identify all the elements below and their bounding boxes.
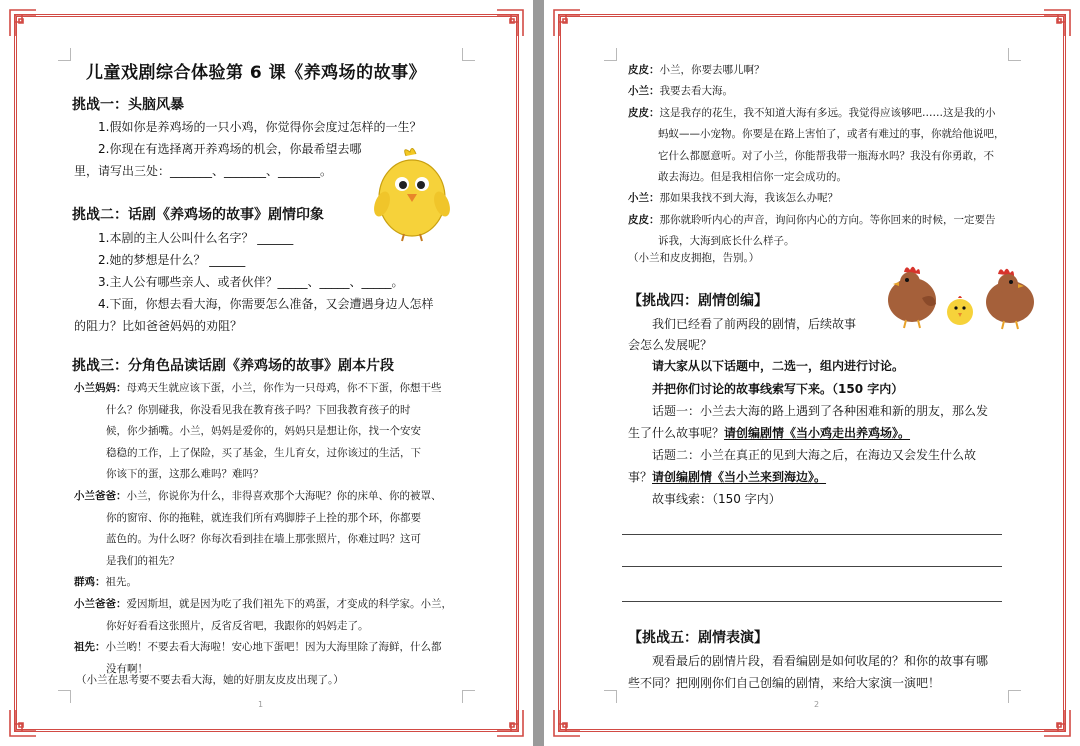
dialogue-line <box>628 190 838 205</box>
dialogue-line <box>106 402 411 417</box>
crop-mark <box>1008 48 1021 61</box>
dialogue-text: 你的窗帘、你的拖鞋，就连我们所有鸡脚脖子上拴的那个环，你都要 <box>106 511 421 524</box>
dialogue-line <box>658 169 847 184</box>
challenge2-question-1: 1.本剧的主人公叫什么名字？ ______ <box>98 231 294 245</box>
page-number: 2 <box>814 700 820 709</box>
document-page-2 <box>544 0 1080 746</box>
crop-mark <box>462 48 475 61</box>
topic-2: 话题二：小兰在真正的见到大海之后，在海边又会发生什么故 <box>652 448 977 462</box>
dialogue-text: 小兰，你要去哪儿啊？ <box>659 64 765 76</box>
dialogue-line <box>106 531 421 546</box>
crop-mark <box>462 690 475 703</box>
topic-1-task: 请创编剧情《当小鸡走出养鸡场》。 <box>724 426 911 440</box>
challenge1-question-2: 2.你现在有选择离开养鸡场的机会，你最希望去哪 <box>98 142 362 156</box>
challenge2-question-2: 2.她的梦想是什么？ ______ <box>98 253 246 267</box>
challenge5-text: 观看最后的剧情片段，看看编剧是如何收尾的？和你的故事有哪 <box>652 654 989 668</box>
document-page-1 <box>0 0 533 746</box>
dialogue-text: 蚂蚁——小宠物。你要是在路上害怕了，或者有难过的事，你就给他说吧， <box>658 128 1005 141</box>
speaker-name: 小兰： <box>628 192 660 205</box>
crop-mark <box>58 48 71 61</box>
writing-line[interactable] <box>622 566 1002 567</box>
dialogue-line <box>106 553 180 568</box>
speaker-name: 群鸡： <box>74 576 106 589</box>
dialogue-text: 祖先。 <box>105 576 137 589</box>
dialogue-line <box>74 574 137 589</box>
stage-direction: （小兰在思考要不要去看大海，她的好朋友皮皮出现了。） <box>76 674 344 686</box>
dialogue-text: 小兰，你说你为什么，非得喜欢那个大海呢？你的床单、你的被罩、 <box>126 490 442 502</box>
dialogue-line <box>106 445 421 460</box>
dialogue-line <box>628 62 765 77</box>
dialogue-text: 蓝色的。为什么呀？你每次看到挂在墙上那张照片，你难过吗？这可 <box>106 533 421 546</box>
dialogue-line <box>658 148 994 163</box>
challenge1-heading: 挑战一：头脑风暴 <box>72 97 184 113</box>
dialogue-line <box>106 423 421 438</box>
dialogue-line <box>74 380 442 395</box>
corner-ornament-icon <box>8 8 38 38</box>
dialogue-text: 你该下的蛋，这那么难吗？难吗？ <box>106 468 264 481</box>
challenge2-question-3: 3.主人公有哪些亲人、或者伙伴？_____、_____、_____。 <box>98 275 404 289</box>
corner-ornament-icon <box>495 708 525 738</box>
dialogue-line <box>658 126 1005 141</box>
challenge1-question-2-cont: 里，请写出三处：_______、_______、_______。 <box>74 164 333 178</box>
topic-1: 话题一：小兰去大海的路上遇到了各种困难和新的朋友，那么发 <box>652 404 989 418</box>
corner-ornament-icon <box>552 8 582 38</box>
dialogue-text: 稳稳的工作，上了保险，买了基金，生儿育女，过你该过的生活，下 <box>106 446 421 459</box>
challenge4-heading: 【挑战四：剧情创编】 <box>628 293 768 309</box>
yellow-chick-illustration <box>372 146 452 242</box>
dialogue-line <box>658 233 795 248</box>
speaker-name: 小兰： <box>628 85 660 98</box>
dialogue-text: 你好好看看这张照片，反省反省吧，我跟你的妈妈走了。 <box>106 619 369 632</box>
page-title: 儿童戏剧综合体验第 6 课《养鸡场的故事》 <box>86 63 427 83</box>
challenge5-text-cont: 些不同？把刚刚你们自己创编的剧情，来给大家演一演吧！ <box>628 676 941 690</box>
dialogue-text: 这是我存的花生，我不知道大海有多远。我觉得应该够吧……这是我的小 <box>659 106 996 119</box>
dialogue-text: 母鸡天生就应该下蛋，小兰，你作为一只母鸡，你不下蛋，你想干些 <box>126 382 442 394</box>
dialogue-line <box>74 639 442 654</box>
dialogue-line <box>74 488 442 503</box>
dialogue-text: 候，你少插嘴。小兰，妈妈是爱你的，妈妈只是想让你，找一个安安 <box>106 425 421 438</box>
corner-ornament-icon <box>1042 708 1072 738</box>
dialogue-line <box>106 466 264 481</box>
corner-ornament-icon <box>1042 8 1072 38</box>
speaker-name: 皮皮： <box>628 64 660 76</box>
dialogue-text: 是我们的祖先？ <box>106 554 180 567</box>
dialogue-line <box>628 105 996 120</box>
challenge1-question-1: 1.假如你是养鸡场的一只小鸡，你觉得你会度过怎样的一生？ <box>98 120 422 134</box>
corner-ornament-icon <box>495 8 525 38</box>
story-clue-label: 故事线索：（150 字内） <box>652 492 781 506</box>
writing-line[interactable] <box>622 601 1002 602</box>
crop-mark <box>58 690 71 703</box>
challenge3-heading: 挑战三：分角色品读话剧《养鸡场的故事》剧本片段 <box>72 358 394 374</box>
dialogue-line <box>106 618 369 633</box>
speaker-name: 小兰爸爸： <box>74 598 127 610</box>
dialogue-text: 没有啊！ <box>106 662 148 675</box>
dialogue-text: 那如果我找不到大海，我该怎么办呢？ <box>659 192 838 205</box>
dialogue-text: 敢去海边。但是我相信你一定会成功的。 <box>658 171 847 183</box>
speaker-name: 小兰妈妈： <box>74 382 127 394</box>
challenge4-intro: 我们已经看了前两段的剧情，后续故事 <box>652 317 857 331</box>
crop-mark <box>604 690 617 703</box>
writing-line[interactable] <box>622 534 1002 535</box>
speaker-name: 皮皮： <box>628 213 660 226</box>
topic-1-cont: 生了什么故事呢？请创编剧情《当小鸡走出养鸡场》。 <box>628 426 911 440</box>
dialogue-text: 爱因斯坦，就是因为吃了我们祖先下的鸡蛋，才变成的科学家。小兰， <box>126 598 452 610</box>
dialogue-text: 那你就聆听内心的声音，询问你内心的方向。等你回来的时候，一定要告 <box>659 213 996 226</box>
challenge5-heading: 【挑战五：剧情表演】 <box>628 630 768 646</box>
dialogue-text: 它什么都愿意听。对了小兰，你能帮我带一瓶海水吗？我没有你勇敢，不 <box>658 149 994 162</box>
challenge2-question-4-cont: 的阻力？比如爸爸妈妈的劝阻？ <box>74 319 243 333</box>
topic-2-task: 请创编剧情《当小兰来到海边》。 <box>652 470 827 484</box>
challenge4-instruction-2: 并把你们讨论的故事线索写下来。（150 字内） <box>652 382 904 396</box>
page-number: 1 <box>258 700 264 709</box>
crop-mark <box>1008 690 1021 703</box>
corner-ornament-icon <box>552 708 582 738</box>
challenge2-heading: 挑战二：话剧《养鸡场的故事》剧情印象 <box>72 207 324 223</box>
stage-direction: （小兰和皮皮拥抱，告别。） <box>628 252 760 264</box>
dialogue-text: 我要去看大海。 <box>659 85 733 98</box>
corner-ornament-icon <box>8 708 38 738</box>
topic-2-cont: 事？请创编剧情《当小兰来到海边》。 <box>628 470 827 484</box>
dialogue-text: 诉我，大海到底长什么样子。 <box>658 235 795 248</box>
challenge2-question-4: 4.下面，你想去看大海，你需要怎么准备，又会遭遇身边人怎样 <box>98 297 434 311</box>
hen-family-illustration <box>882 258 1038 330</box>
dialogue-text: 什么？你别碰我，你没看见我在教育孩子吗？下回我教育孩子的时 <box>106 403 411 416</box>
challenge4-intro-cont: 会怎么发展呢？ <box>628 338 713 352</box>
dialogue-line <box>628 83 733 98</box>
speaker-name: 小兰爸爸： <box>74 490 127 502</box>
dialogue-line <box>74 596 452 611</box>
crop-mark <box>604 48 617 61</box>
dialogue-line <box>106 510 421 525</box>
speaker-name: 祖先： <box>74 641 106 654</box>
speaker-name: 皮皮： <box>628 106 660 119</box>
dialogue-text: 小兰哟！不要去看大海啦！安心地下蛋吧！因为大海里除了海鲜，什么都 <box>105 641 442 654</box>
dialogue-line <box>628 212 996 227</box>
challenge4-instruction-1: 请大家从以下话题中，二选一，组内进行讨论。 <box>652 359 905 373</box>
